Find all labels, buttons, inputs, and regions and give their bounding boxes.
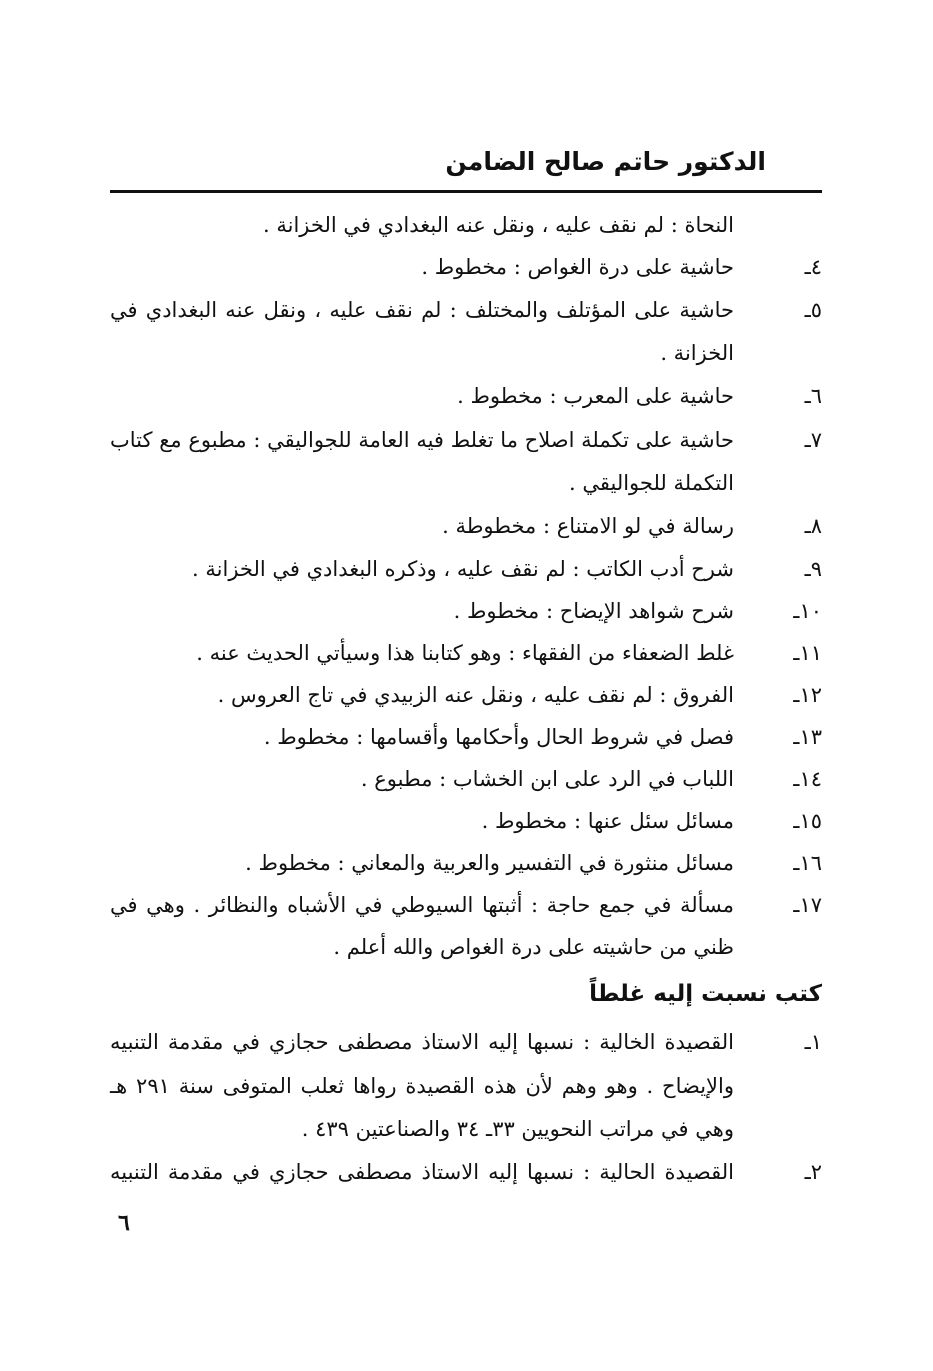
item-number: ١٥ـ xyxy=(793,809,822,833)
item-text: حاشية على المعرب : مخطوط . xyxy=(457,384,734,408)
item-text: حاشية على المؤتلف والمختلف : لم نقف عليه ، ونقل عنه البغدادي في xyxy=(110,298,734,322)
item-text: شرح شواهد الإيضاح : مخطوط . xyxy=(453,599,734,623)
item-number: ١٢ـ xyxy=(793,683,822,707)
header-rule xyxy=(110,190,822,193)
list-item xyxy=(110,374,822,418)
item-number: ٧ـ xyxy=(804,428,822,452)
item-text: حاشية على درة الغواص : مخطوط . xyxy=(421,255,734,279)
running-header: الدكتور حاتم صالح الضامن xyxy=(445,147,766,176)
item-text: رسالة في لو الامتناع : مخطوطة . xyxy=(442,514,734,538)
list-item xyxy=(110,1150,822,1194)
item-number: ٨ـ xyxy=(804,514,822,538)
list-item xyxy=(110,1020,822,1064)
item-number: ١٠ـ xyxy=(793,599,822,623)
list-item-continuation: الخزانة . xyxy=(660,341,734,365)
item-number: ٦ـ xyxy=(804,384,822,408)
list-item-continuation: النحاة : لم نقف عليه ، ونقل عنه البغدادي في الخزانة . xyxy=(263,213,734,237)
item-number: ١١ـ xyxy=(793,641,822,665)
item-text: مسائل سئل عنها : مخطوط . xyxy=(481,809,734,833)
item-text: مسائل منثورة في التفسير والعربية والمعاني : مخطوط . xyxy=(245,851,734,875)
list-item xyxy=(110,674,822,716)
item-text: اللباب في الرد على ابن الخشاب : مطبوع . xyxy=(360,767,734,791)
list-item-continuation: ظني من حاشيته على درة الغواص والله أعلم . xyxy=(333,935,734,959)
list-item xyxy=(110,716,822,758)
item-number: ١٧ـ xyxy=(793,893,822,917)
list-item xyxy=(110,884,822,926)
item-number: ٢ـ xyxy=(804,1160,822,1184)
item-text: فصل في شروط الحال وأحكامها وأقسامها : مخطوط . xyxy=(263,725,734,749)
item-number: ١٤ـ xyxy=(793,767,822,791)
item-number: ٥ـ xyxy=(804,298,822,322)
item-number: ١٣ـ xyxy=(793,725,822,749)
list-item-continuation: التكملة للجواليقي . xyxy=(569,471,734,495)
item-text: القصيدة الحالية : نسبها إليه الاستاذ مصطفى حجازي في مقدمة التنبيه xyxy=(110,1160,734,1184)
item-text: شرح أدب الكاتب : لم نقف عليه ، وذكره البغدادي في الخزانة . xyxy=(192,557,734,581)
list-item xyxy=(110,418,822,462)
list-item xyxy=(110,548,822,590)
list-item-continuation: وهي في مراتب النحويين ٣٣ـ ٣٤ والصناعتين ٤٣٩ . xyxy=(301,1117,734,1141)
list-item xyxy=(110,288,822,332)
page-number: ٦ xyxy=(118,1210,130,1236)
item-text: الفروق : لم نقف عليه ، ونقل عنه الزبيدي في تاج العروس . xyxy=(217,683,734,707)
item-text: غلط الضعفاء من الفقهاء : وهو كتابنا هذا وسيأتي الحديث عنه . xyxy=(196,641,734,665)
item-number: ٩ـ xyxy=(804,557,822,581)
item-number: ٤ـ xyxy=(804,255,822,279)
publication-list xyxy=(110,204,822,1194)
list-item xyxy=(110,758,822,800)
item-text: حاشية على تكملة اصلاح ما تغلط فيه العامة للجواليقي : مطبوع مع كتاب xyxy=(110,428,734,452)
list-item xyxy=(110,800,822,842)
list-item-continuation: والإيضاح . وهو وهم لأن هذه القصيدة رواها ثعلب المتوفى سنة ٢٩١ هـ xyxy=(110,1074,735,1098)
list-item xyxy=(110,632,822,674)
list-item xyxy=(110,590,822,632)
list-item xyxy=(110,842,822,884)
section-heading: كتب نسبت إليه غلطاً xyxy=(589,981,822,1007)
item-number: ١ـ xyxy=(804,1030,822,1054)
item-text: مسألة في جمع حاجة : أثبتها السيوطي في الأشباه والنظائر . وهي في xyxy=(110,893,734,917)
item-text: القصيدة الخالية : نسبها إليه الاستاذ مصطفى حجازي في مقدمة التنبيه xyxy=(110,1030,734,1054)
item-number: ١٦ـ xyxy=(793,851,822,875)
list-item xyxy=(110,504,822,548)
list-item xyxy=(110,246,822,288)
